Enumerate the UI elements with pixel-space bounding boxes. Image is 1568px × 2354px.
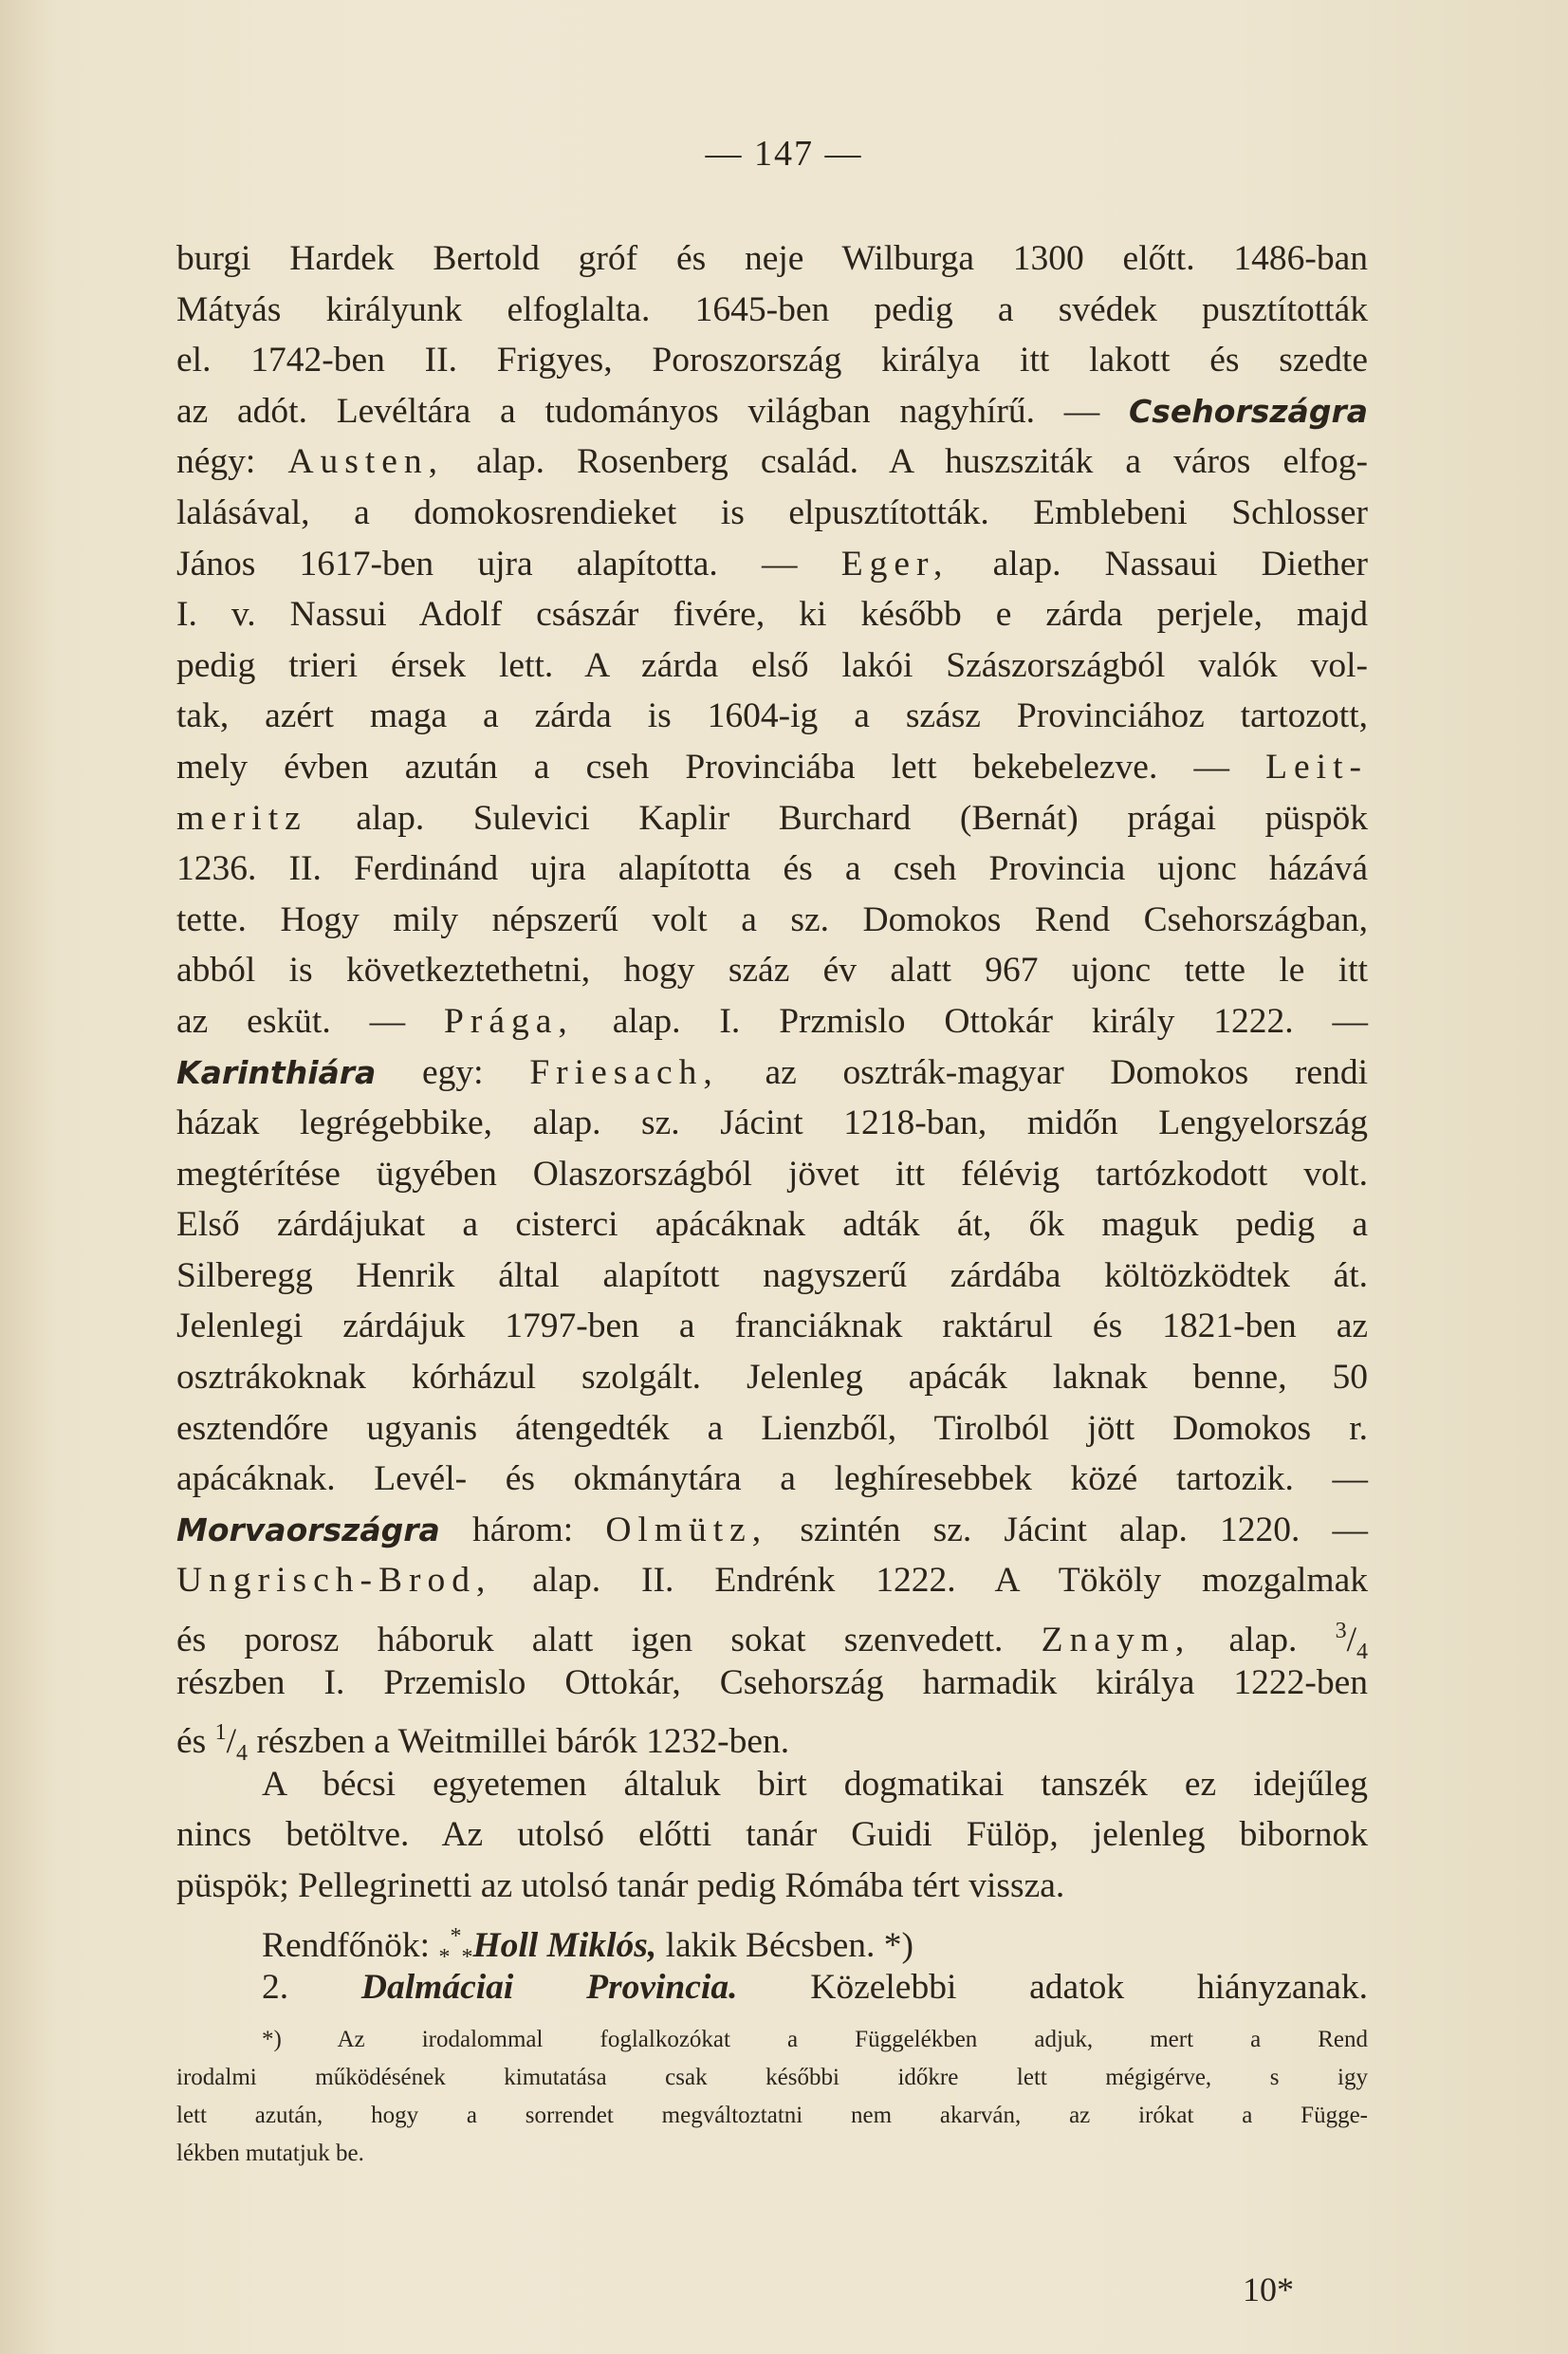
asterisk-mark: *	[461, 1944, 473, 1970]
text-segment: az esküt. —	[176, 1001, 406, 1041]
text-line: osztrákoknak kórházul szolgált. Jelenleg apácák laknak benne, 50	[176, 1358, 1368, 1398]
text-segment: részben a Weitmillei bárók 1232-ben.	[256, 1722, 790, 1762]
text-segment: alap.	[1228, 1621, 1298, 1660]
text-line: tak, azért maga a zárda is 1604-ig a szász Provinciához tartozott,	[176, 696, 1368, 736]
text-line	[176, 386, 1368, 437]
footnote	[176, 2021, 1368, 2173]
heading-dalmatia: Dalmáciai Provincia.	[360, 1968, 738, 2008]
text-line: Jelenlegi zárdájuk 1797-ben a franciáknak raktárul és 1821-ben az	[176, 1307, 1368, 1346]
footnote-line: lékben mutatjuk be.	[176, 2141, 364, 2166]
heading-bohemia: Csehországra	[1129, 392, 1368, 430]
text-segment: az osztrák-magyar Domokos rendi	[765, 1052, 1369, 1092]
heading-moravia: Morvaországra	[176, 1511, 440, 1548]
text-segment: alap. Sulevici Kaplir Burchard (Bernát) prágai püspök	[356, 798, 1369, 838]
text-segment: lakik Bécsben. *)	[665, 1925, 913, 1965]
text-segment: 2.	[262, 1968, 289, 2008]
text-segment: Közelebbi adatok hiányzanak.	[810, 1968, 1369, 2008]
fraction-denominator: 4	[1356, 1640, 1369, 1665]
text-line	[176, 1912, 1368, 1970]
text-segment: mely évben azután a cseh Provinciába lett bekebelezve. —	[176, 747, 1229, 787]
text-line: Silberegg Henrik által alapított nagyszerű zárdába költözködtek át.	[176, 1255, 1368, 1295]
text-line	[176, 1708, 1368, 1767]
place-eger: Eger,	[840, 544, 950, 584]
place-austen: Austen,	[287, 442, 445, 482]
asterisk-mark: *	[450, 1923, 462, 1949]
fraction-three-quarters	[1335, 1619, 1369, 1665]
footnote-line: lett azután, hogy a sorrendet megváltoztatni nem akarván, az irókat a Függe-	[176, 2103, 1368, 2128]
place-leitmeritz-part1: Leit-	[1265, 747, 1369, 787]
text-segment: alap. I. Przmislo Ottokár király 1222. —	[612, 1001, 1369, 1041]
text-line	[176, 1962, 1368, 2013]
text-line	[176, 1505, 1368, 1556]
place-leitmeritz-part2: meritz	[176, 798, 307, 838]
fraction-one-quarter	[214, 1720, 249, 1767]
signature-mark: 10*	[1243, 2271, 1294, 2308]
text-line: püspök; Pellegrinetti az utolsó tanár pedig Rómába tért vissza.	[176, 1866, 1065, 1905]
page-number: — 147 —	[705, 134, 863, 174]
text-line: nincs betöltve. Az utolsó előtti tanár Guidi Fülöp, jelenleg bibornok	[176, 1815, 1368, 1855]
text-line: megtérítése ügyében Olaszországból jövet itt félévig tartózkodott volt.	[176, 1154, 1368, 1194]
fraction-numerator: 1	[214, 1720, 227, 1746]
text-segment: három:	[471, 1510, 574, 1549]
text-line	[176, 1047, 1368, 1099]
text-segment: és	[176, 1722, 207, 1762]
text-line: pedig trieri érsek lett. A zárda első lakói Szászországból valók vol-	[176, 645, 1368, 685]
text-line: el. 1742-ben II. Frigyes, Poroszország királya itt lakott és szedte	[176, 341, 1368, 380]
text-line: Első zárdájukat a cisterci apácáknak adták át, ők maguk pedig a	[176, 1205, 1368, 1245]
text-line: Mátyás királyunk elfoglalta. 1645-ben pedig a svédek pusztították	[176, 289, 1368, 329]
fraction-slash: /	[1346, 1621, 1357, 1660]
text-line: burgi Hardek Bertold gróf és neje Wilburga 1300 előtt. 1486-ban	[176, 239, 1368, 278]
text-segment: szintén sz. Jácint alap. 1220. —	[800, 1510, 1369, 1549]
text-line	[176, 996, 1368, 1047]
text-line	[176, 436, 1368, 488]
text-line: részben I. Przemislo Ottokár, Csehország harmadik királya 1222-ben	[176, 1662, 1368, 1702]
fraction-numerator: 3	[1335, 1619, 1347, 1644]
place-ungrisch-brod: Ungrisch-Brod,	[176, 1561, 492, 1601]
text-line: 1236. II. Ferdinánd ujra alapította és a cseh Provincia ujonc házává	[176, 849, 1368, 889]
place-olmutz: Olmütz,	[605, 1510, 768, 1549]
text-line	[176, 1606, 1369, 1665]
text-line: házak legrégebbike, alap. sz. Jácint 1218-ban, midőn Lengyelország	[176, 1103, 1368, 1143]
superior-name: Holl Miklós,	[472, 1925, 657, 1965]
footnote-line: irodalmi működésének kimutatása csak későbbi időkre lett mégigérve, s igy	[176, 2065, 1368, 2090]
text-line	[176, 742, 1368, 793]
heading-carinthia: Karinthiára	[176, 1053, 377, 1091]
fraction-denominator: 4	[236, 1741, 249, 1767]
footnote-line: *) Az irodalommal foglalkozókat a Függelékben adjuk, mert a Rend	[262, 2027, 1368, 2052]
text-segment: alap. Nassaui Diether	[992, 544, 1369, 584]
text-segment: és porosz háboruk alatt igen sokat szenvedett.	[176, 1621, 1004, 1660]
place-znaym: Znaym,	[1041, 1621, 1191, 1660]
fraction-slash: /	[226, 1722, 237, 1762]
text-line	[176, 539, 1368, 590]
text-segment: alap. II. Endrénk 1222. A Tököly mozgalmak	[532, 1561, 1368, 1601]
main-text	[176, 233, 1368, 2013]
text-line: abból is következtethetni, hogy száz év alatt 967 ujonc tette le itt	[176, 951, 1368, 991]
text-line	[176, 1555, 1368, 1606]
text-line: tette. Hogy mily népszerű volt a sz. Domokos Rend Csehországban,	[176, 899, 1368, 939]
text-line: apácáknak. Levél- és okmánytára a leghíresebbek közé tartozik. —	[176, 1459, 1368, 1499]
text-line: A bécsi egyetemen általuk birt dogmatikai tanszék ez idejűleg	[262, 1764, 1368, 1804]
text-segment: alap. Rosenberg család. A huszsziták a város elfog-	[476, 442, 1369, 482]
text-line	[176, 793, 1368, 844]
text-segment: négy:	[176, 442, 256, 482]
place-praga: Prága,	[444, 1001, 574, 1041]
text-line: I. v. Nassui Adolf császár fivére, ki később e zárda perjele, majd	[176, 595, 1368, 635]
place-friesach: Friesach,	[529, 1052, 719, 1092]
text-line: lalásával, a domokosrendieket is elpusztították. Emblebeni Schlosser	[176, 492, 1368, 532]
text-line: esztendőre ugyanis átengedték a Lienzből, Tirolból jött Domokos r.	[176, 1408, 1368, 1448]
text-segment: János 1617-ben ujra alapította. —	[176, 544, 798, 584]
asterism	[438, 1923, 473, 1970]
text-segment: egy:	[422, 1052, 484, 1092]
text-segment: az adót. Levéltára a tudományos világban nagyhírű. —	[176, 391, 1100, 431]
text-segment: Rendfőnök:	[262, 1925, 431, 1965]
asterisk-mark: *	[438, 1944, 451, 1970]
